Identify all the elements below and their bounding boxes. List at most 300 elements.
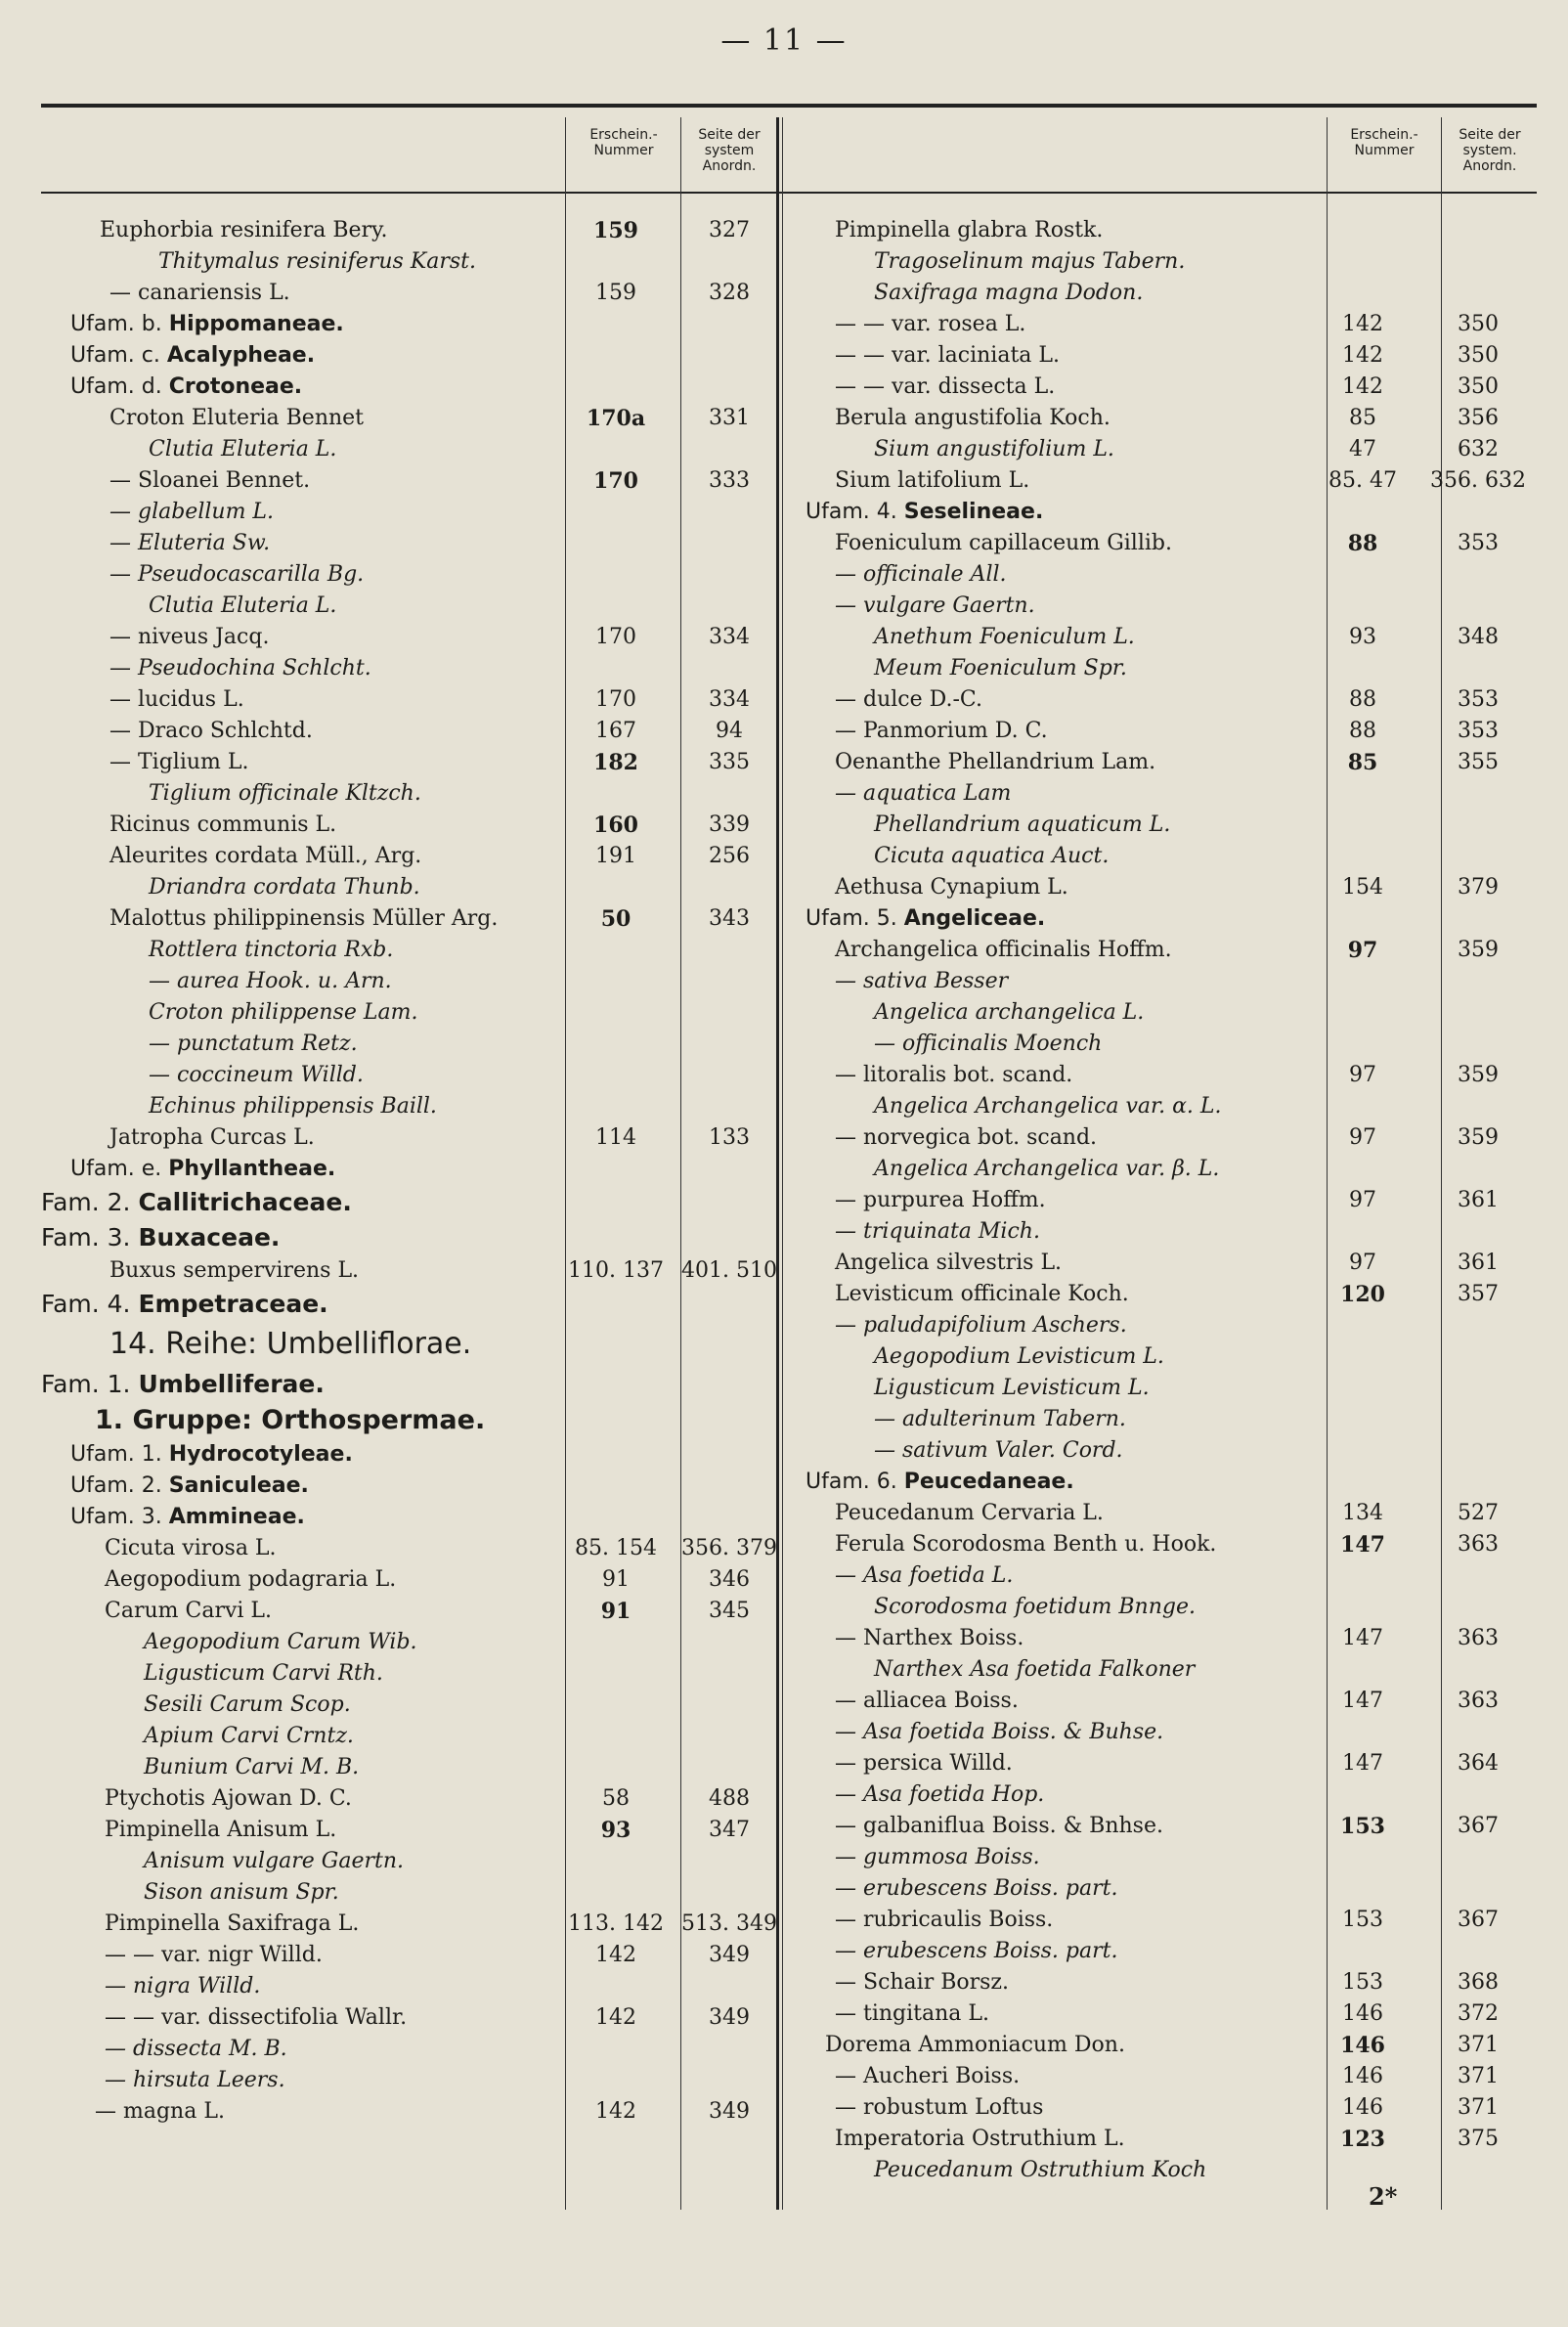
issue-number: 91: [600, 1599, 632, 1624]
issue-number: 97: [1349, 1125, 1376, 1150]
taxon-name: — hirsuta Leers.: [105, 2068, 285, 2092]
page-reference: 331: [709, 406, 750, 430]
table-row: [786, 747, 1537, 778]
table-row: [786, 716, 1537, 747]
table-row: [786, 2030, 1537, 2061]
issue-number: 146: [1340, 2033, 1385, 2058]
rank-label: Fam. 2.: [41, 1188, 139, 1216]
taxon-name: — — var. rosea L.: [835, 312, 1026, 336]
table-row: [786, 1122, 1537, 1154]
taxon-name: — robustum Loftus: [835, 2095, 1044, 2120]
taxon-name: — — var. dissectifolia Wallr.: [105, 2005, 408, 2030]
taxon-name: [806, 903, 1045, 935]
taxon-name: [70, 372, 302, 403]
taxon-name: — Sloanei Bennet.: [109, 468, 311, 493]
taxon-name: — gummosa Boiss.: [835, 1845, 1040, 1869]
taxon-name: Echinus philippensis Baill.: [149, 1094, 437, 1119]
taxon-name: — erubescens Boiss. part.: [835, 1939, 1118, 1963]
ufam-heading: [41, 1502, 776, 1533]
issue-number: 113. 142: [568, 1911, 664, 1936]
table-row: [786, 1341, 1537, 1373]
table-row: [41, 2065, 776, 2096]
table-row: [786, 340, 1537, 372]
taxon-name: Berula angustifolia Koch.: [835, 406, 1111, 430]
table-row: [41, 810, 776, 841]
taxon-name: — glabellum L.: [109, 500, 275, 524]
taxon-name: [806, 1467, 1074, 1498]
taxon-name: [70, 1439, 353, 1471]
rank-name: Peucedaneae.: [903, 1470, 1074, 1494]
center-divider: [782, 117, 783, 2210]
taxon-name: Peucedanum Ostruthium Koch: [874, 2158, 1207, 2182]
page-reference: 367: [1458, 1908, 1499, 1932]
issue-number: 97: [1349, 1063, 1376, 1087]
table-row: [41, 966, 776, 997]
page-reference: 368: [1458, 1970, 1499, 1995]
table-row: [41, 1122, 776, 1154]
taxon-name: — niveus Jacq.: [109, 625, 270, 649]
page-reference: 371: [1458, 2033, 1499, 2057]
issue-number: 97: [1347, 938, 1378, 963]
page-reference: 333: [709, 468, 750, 493]
table-row: [786, 559, 1537, 591]
taxon-name: [70, 340, 315, 372]
table-row: [786, 2061, 1537, 2092]
table-row: [41, 1815, 776, 1846]
taxon-name: — persica Willd.: [835, 1751, 1013, 1776]
table-row: [41, 278, 776, 309]
rank-label: Ufam. 4.: [806, 500, 904, 524]
table-row: [41, 1909, 776, 1940]
fam-heading: [41, 1287, 776, 1322]
taxon-name: — Pseudocascarilla Bg.: [109, 562, 365, 587]
taxon-name: 14. Reihe: Umbelliflorae.: [109, 1327, 472, 1361]
table-row: [786, 2155, 1537, 2186]
taxon-name: — sativum Valer. Cord.: [874, 1438, 1123, 1463]
taxon-name: Aethusa Cynapium L.: [835, 875, 1068, 900]
taxon-name: — sativa Besser: [835, 969, 1009, 993]
ufam-heading: [41, 1471, 776, 1502]
issue-number: 153: [1340, 1814, 1385, 1839]
issue-number: 167: [595, 719, 636, 743]
table-row: [786, 841, 1537, 872]
table-row: [786, 1498, 1537, 1529]
table-row: [786, 1936, 1537, 1967]
taxon-name: Tiglium officinale Kltzch.: [149, 781, 421, 806]
taxon-name: Oenanthe Phellandrium Lam.: [835, 750, 1156, 774]
table-row: [786, 872, 1537, 903]
page-reference: 355: [1458, 750, 1499, 774]
ufam-heading: [41, 372, 776, 403]
table-row: [786, 1185, 1537, 1216]
issue-number: 97: [1349, 1251, 1376, 1275]
fam-heading: [41, 1367, 776, 1402]
taxon-name: Saxifraga magna Dodon.: [874, 281, 1144, 305]
taxon-name: — — var. laciniata L.: [835, 343, 1061, 368]
page-reference: 361: [1458, 1251, 1499, 1275]
page-reference: 256: [709, 844, 750, 868]
table-row: [786, 1717, 1537, 1748]
taxon-name: — norvegica bot. scand.: [835, 1125, 1098, 1150]
taxon-name: Cicuta aquatica Auct.: [874, 844, 1110, 868]
rank-name: Hydrocotyleae.: [168, 1442, 353, 1467]
table-row: [41, 1564, 776, 1596]
taxon-name: Croton Eluteria Bennet: [109, 406, 365, 430]
rank-label: Ufam. 3.: [70, 1505, 169, 1529]
left-column: [41, 215, 776, 2128]
issue-number: 146: [1342, 2064, 1383, 2088]
table-row: [786, 1435, 1537, 1467]
page-reference: 353: [1458, 687, 1499, 712]
table-row: [786, 372, 1537, 403]
table-row: [41, 1091, 776, 1122]
issue-number: 88: [1347, 531, 1378, 556]
table-row: [41, 1255, 776, 1287]
rank-label: Ufam. d.: [70, 374, 169, 399]
table-row: [786, 1404, 1537, 1435]
taxon-name: — — var. dissecta L.: [835, 374, 1056, 399]
fam-heading: [41, 1220, 776, 1255]
page-reference: 527: [1458, 1501, 1499, 1525]
taxon-name: — litoralis bot. scand.: [835, 1063, 1073, 1087]
issue-number: 85: [1349, 406, 1376, 430]
table-row: [786, 684, 1537, 716]
taxon-name: Ligusticum Carvi Rth.: [144, 1661, 383, 1686]
table-row: [41, 1029, 776, 1060]
taxon-name: — Eluteria Sw.: [109, 531, 271, 555]
table-row: [786, 1592, 1537, 1623]
table-row: [786, 1842, 1537, 1873]
group-heading: [41, 1402, 776, 1439]
taxon-name: — purpurea Hoffm.: [835, 1188, 1046, 1212]
issue-number: 170: [595, 687, 636, 712]
table-row: [786, 1373, 1537, 1404]
taxon-name: Angelica silvestris L.: [835, 1251, 1063, 1275]
taxon-name: — dulce D.-C.: [835, 687, 982, 712]
table-row: [786, 2092, 1537, 2124]
top-rule: [41, 104, 1537, 108]
table-row: [786, 215, 1537, 246]
table-row: [786, 309, 1537, 340]
table-row: [786, 1748, 1537, 1779]
ufam-heading: [786, 903, 1537, 935]
issue-number: 123: [1340, 2127, 1385, 2152]
taxon-name: Clutia Eluteria L.: [149, 593, 337, 618]
page-reference: 133: [709, 1125, 750, 1150]
taxon-name: [41, 1367, 325, 1402]
page-reference: 348: [1458, 625, 1499, 649]
table-row: [41, 559, 776, 591]
taxon-name: Ferula Scorodosma Benth u. Hook.: [835, 1532, 1217, 1557]
taxon-name: — galbaniflua Boiss. & Bnhse.: [835, 1814, 1163, 1838]
rank-name: Callitrichaceae.: [138, 1188, 352, 1216]
issue-number: 191: [595, 844, 636, 868]
issue-number: 91: [602, 1567, 630, 1592]
table-row: [786, 1091, 1537, 1122]
table-row: [41, 403, 776, 434]
taxon-name: Apium Carvi Crntz.: [144, 1724, 354, 1748]
page-reference: 371: [1458, 2064, 1499, 2088]
table-row: [41, 2002, 776, 2034]
taxon-name: — erubescens Boiss. part.: [835, 1876, 1118, 1901]
taxon-name: [41, 1287, 328, 1322]
page-reference: 327: [709, 218, 750, 242]
taxon-name: — officinale All.: [835, 562, 1007, 587]
taxon-name: [70, 309, 344, 340]
issue-number: 147: [1342, 1751, 1383, 1776]
taxon-name: Pimpinella glabra Rostk.: [835, 218, 1104, 242]
table-row: [786, 465, 1537, 497]
page-reference: 359: [1458, 1125, 1499, 1150]
taxon-name: — aurea Hook. u. Arn.: [149, 969, 392, 993]
issue-number: 146: [1342, 2001, 1383, 2026]
taxon-name: Foeniculum capillaceum Gillib.: [835, 531, 1172, 555]
table-row: [786, 653, 1537, 684]
table-row: [786, 997, 1537, 1029]
taxon-name: — Pseudochina Schlcht.: [109, 656, 371, 681]
taxon-name: Anisum vulgare Gaertn.: [144, 1849, 404, 1873]
issue-number: 154: [1342, 875, 1383, 900]
taxon-name: — lucidus L.: [109, 687, 244, 712]
issue-number: 114: [595, 1125, 636, 1150]
issue-number: 58: [602, 1786, 630, 1811]
table-row: [786, 1998, 1537, 2030]
taxon-name: Rottlera tinctoria Rxb.: [149, 938, 394, 962]
table-row: [41, 1783, 776, 1815]
page-reference: 367: [1458, 1814, 1499, 1838]
taxon-name: 1. Gruppe: Orthospermae.: [95, 1405, 486, 1435]
issue-number: 110. 137: [568, 1258, 664, 1283]
taxon-name: Imperatoria Ostruthium L.: [835, 2127, 1125, 2151]
table-row: [786, 1560, 1537, 1592]
rank-name: Phyllantheae.: [168, 1157, 336, 1181]
taxon-name: — Asa foetida L.: [835, 1563, 1014, 1588]
taxon-name: [70, 1154, 335, 1185]
rank-name: Empetraceae.: [138, 1290, 328, 1318]
taxon-name: Archangelica officinalis Hoffm.: [835, 938, 1172, 962]
taxon-name: [41, 1220, 280, 1255]
taxon-name: Angelica archangelica L.: [874, 1000, 1145, 1025]
taxon-name: Cicuta virosa L.: [105, 1536, 277, 1560]
rank-label: Ufam. b.: [70, 312, 169, 336]
taxon-name: Sium angustifolium L.: [874, 437, 1114, 461]
issue-number: 85. 47: [1328, 468, 1397, 493]
table-row: [786, 1216, 1537, 1248]
page-reference: 350: [1458, 343, 1499, 368]
taxon-name: — tingitana L.: [835, 2001, 989, 2026]
page-reference: 375: [1458, 2127, 1499, 2151]
issue-number: 142: [595, 2005, 636, 2030]
taxon-name: Aegopodium Levisticum L.: [874, 1344, 1164, 1369]
taxon-name: Narthex Asa foetida Falkoner: [874, 1657, 1196, 1682]
page-reference: 350: [1458, 312, 1499, 336]
page-reference: 349: [709, 2099, 750, 2124]
taxon-name: Aegopodium podagraria L.: [105, 1567, 397, 1592]
taxon-name: Phellandrium aquaticum L.: [874, 812, 1171, 837]
taxon-name: Driandra cordata Thunb.: [149, 875, 420, 900]
page-reference: 343: [709, 906, 750, 931]
issue-number: 93: [600, 1818, 632, 1843]
taxon-name: Angelica Archangelica var. α. L.: [874, 1094, 1222, 1119]
page-reference: 356. 379: [681, 1536, 777, 1560]
taxon-name: — Asa foetida Hop.: [835, 1782, 1045, 1807]
page-reference: 334: [709, 687, 750, 712]
page-reference: 346: [709, 1567, 750, 1592]
page-reference: 356: [1458, 406, 1499, 430]
issue-number: 182: [593, 750, 638, 775]
table-row: [41, 997, 776, 1029]
table-row: [786, 1623, 1537, 1654]
issue-number: 153: [1342, 1908, 1383, 1932]
issue-number: 147: [1340, 1532, 1385, 1558]
issue-number: 170: [593, 468, 638, 494]
issue-number: 142: [1342, 343, 1383, 368]
ufam-heading: [41, 309, 776, 340]
table-row: [786, 622, 1537, 653]
rank-name: Crotoneae.: [168, 374, 303, 399]
table-row: [786, 528, 1537, 559]
right-column: [786, 215, 1537, 2186]
header-page-right: Seite der system. Anordn.: [1459, 127, 1521, 174]
taxon-name: Dorema Ammoniacum Don.: [825, 2033, 1125, 2057]
table-row: [786, 1873, 1537, 1905]
page-reference: 328: [709, 281, 750, 305]
table-row: [41, 1596, 776, 1627]
page-reference: 357: [1458, 1282, 1499, 1306]
ufam-heading: [41, 1439, 776, 1471]
rank-name: Saniculeae.: [168, 1473, 309, 1498]
table-row: [41, 465, 776, 497]
taxon-name: — Schair Borsz.: [835, 1970, 1010, 1995]
issue-number: 47: [1349, 437, 1376, 461]
page-reference: 350: [1458, 374, 1499, 399]
page-reference: 488: [709, 1786, 750, 1811]
taxon-name: Meum Foeniculum Spr.: [874, 656, 1127, 681]
taxon-name: — vulgare Gaertn.: [835, 593, 1035, 618]
table-row: [41, 747, 776, 778]
taxon-name: Pimpinella Saxifraga L.: [105, 1911, 360, 1936]
issue-number: 159: [595, 281, 636, 305]
rank-name: Buxaceae.: [138, 1223, 281, 1251]
taxon-name: — Aucheri Boiss.: [835, 2064, 1021, 2088]
page-reference: 353: [1458, 719, 1499, 743]
table-row: [41, 2034, 776, 2065]
page-reference: 349: [709, 2005, 750, 2030]
issue-number: 120: [1340, 1282, 1385, 1307]
page-reference: 363: [1458, 1532, 1499, 1557]
header-number-right: Erschein.- Nummer: [1350, 127, 1418, 158]
taxon-name: Malottus philippinensis Müller Arg.: [109, 906, 499, 931]
taxon-name: Sison anisum Spr.: [144, 1880, 339, 1905]
table-row: [41, 1846, 776, 1877]
table-row: [41, 841, 776, 872]
table-row: [786, 1248, 1537, 1279]
taxon-name: Scorodosma foetidum Bnnge.: [874, 1595, 1196, 1619]
rank-label: Fam. 4.: [41, 1290, 139, 1318]
table-row: [41, 1721, 776, 1752]
page-reference: 372: [1458, 2001, 1499, 2026]
issue-number: 160: [593, 812, 638, 838]
table-row: [41, 778, 776, 810]
taxon-name: Anethum Foeniculum L.: [874, 625, 1135, 649]
issue-number: 93: [1349, 625, 1376, 649]
page-reference: 359: [1458, 1063, 1499, 1087]
table-row: [41, 528, 776, 559]
page-reference: 371: [1458, 2095, 1499, 2120]
table-row: [41, 1627, 776, 1658]
issue-number: 88: [1349, 719, 1376, 743]
taxon-name: — adulterinum Tabern.: [874, 1407, 1126, 1431]
taxon-name: — dissecta M. B.: [105, 2037, 287, 2061]
table-row: [41, 653, 776, 684]
issue-number: 134: [1342, 1501, 1383, 1525]
issue-number: 147: [1342, 1626, 1383, 1650]
taxon-name: — Panmorium D. C.: [835, 719, 1048, 743]
issue-number: 142: [1342, 374, 1383, 399]
taxon-name: — Draco Schlchtd.: [109, 719, 313, 743]
page-reference: 363: [1458, 1626, 1499, 1650]
taxon-name: — alliacea Boiss.: [835, 1689, 1019, 1713]
taxon-name: — paludapifolium Aschers.: [835, 1313, 1127, 1338]
page-reference: 379: [1458, 875, 1499, 900]
table-row: [786, 1060, 1537, 1091]
taxon-name: [806, 497, 1043, 528]
rank-name: Acalypheae.: [166, 343, 316, 368]
ufam-heading: [786, 1467, 1537, 1498]
issue-number: 147: [1342, 1689, 1383, 1713]
table-row: [786, 966, 1537, 997]
taxon-name: — canariensis L.: [109, 281, 290, 305]
issue-number: 153: [1342, 1970, 1383, 1995]
page-reference: 361: [1458, 1188, 1499, 1212]
taxon-name: — — var. nigr Willd.: [105, 1943, 323, 1967]
taxon-name: Pimpinella Anisum L.: [105, 1818, 337, 1842]
issue-number: 142: [595, 2099, 636, 2124]
fam-heading: [41, 1185, 776, 1220]
table-row: [41, 1533, 776, 1564]
page-reference: 339: [709, 812, 750, 837]
table-row: [41, 434, 776, 465]
table-row: [786, 1967, 1537, 1998]
taxon-name: Ligusticum Levisticum L.: [874, 1376, 1150, 1400]
taxon-name: — Tiglium L.: [109, 750, 249, 774]
taxon-name: Peucedanum Cervaria L.: [835, 1501, 1104, 1525]
header-number-left: Erschein.- Nummer: [589, 127, 658, 158]
taxon-name: [70, 1502, 305, 1533]
table-row: [786, 434, 1537, 465]
table-row: [786, 1310, 1537, 1341]
issue-number: 170a: [586, 406, 646, 431]
table-row: [786, 278, 1537, 309]
taxon-name: Euphorbia resinifera Bery.: [100, 218, 388, 242]
taxon-name: — Narthex Boiss.: [835, 1626, 1024, 1650]
table-row: [41, 215, 776, 246]
table-row: [786, 1529, 1537, 1560]
issue-number: 170: [595, 625, 636, 649]
table-row: [41, 591, 776, 622]
issue-number: 88: [1349, 687, 1376, 712]
table-row: [786, 1779, 1537, 1811]
taxon-name: Ptychotis Ajowan D. C.: [105, 1786, 352, 1811]
taxon-name: Buxus sempervirens L.: [109, 1258, 360, 1283]
taxon-name: Clutia Eluteria L.: [149, 437, 337, 461]
table-row: [786, 1029, 1537, 1060]
page-number: — 11 —: [720, 23, 848, 58]
ufam-heading: [786, 497, 1537, 528]
table-row: [786, 1279, 1537, 1310]
taxon-name: — rubricaulis Boiss.: [835, 1908, 1054, 1932]
issue-number: 85: [1347, 750, 1378, 775]
